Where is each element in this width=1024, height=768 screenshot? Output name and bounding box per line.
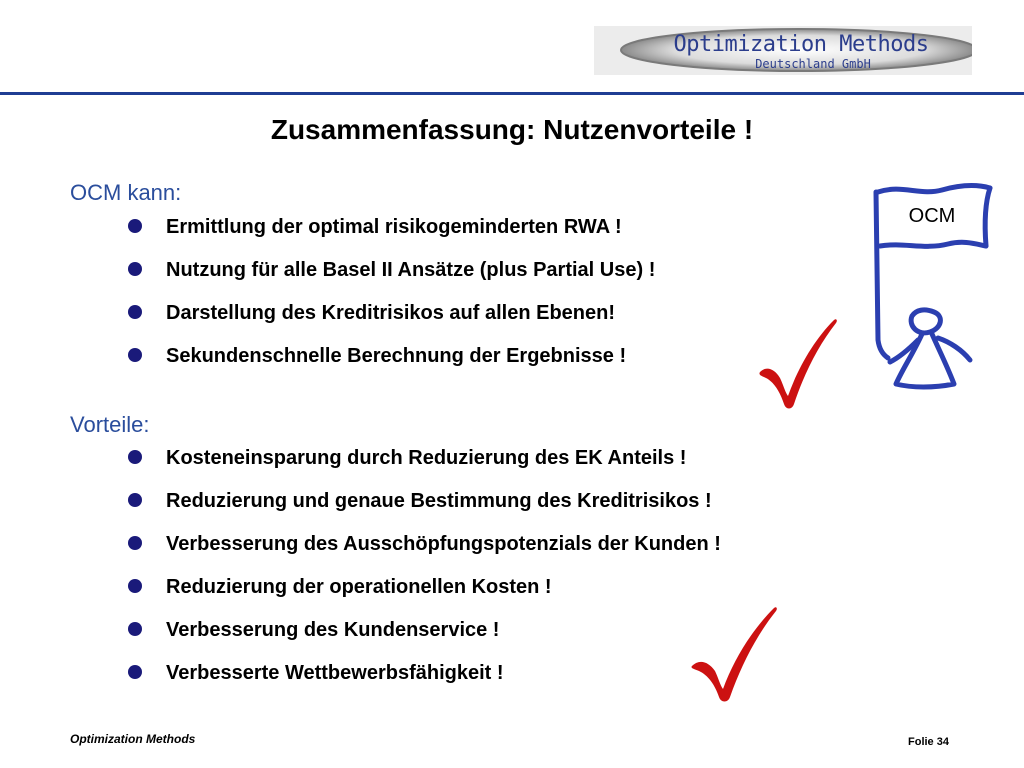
- checkmark-icon: [684, 600, 784, 704]
- list-item-text: Nutzung für alle Basel II Ansätze (plus Partial Use) !: [166, 259, 656, 281]
- vorteile-heading: Vorteile:: [70, 412, 150, 437]
- bullet-dot-icon: [128, 493, 142, 507]
- bullet-dot-icon: [128, 450, 142, 464]
- bullet-dot-icon: [128, 622, 142, 636]
- bullet-dot-icon: [128, 305, 142, 319]
- list-item-text: Sekundenschnelle Berechnung der Ergebnisse !: [166, 345, 627, 367]
- list-item-text: Verbesserung des Kundenservice !: [166, 619, 500, 641]
- bullet-dot-icon: [128, 262, 142, 276]
- flag-label: OCM: [908, 205, 956, 227]
- logo-title: Optimization Methods: [673, 32, 929, 57]
- header-rule: [0, 92, 1024, 95]
- flag-mascot-icon: [872, 180, 1002, 400]
- list-item-text: Kosteneinsparung durch Reduzierung des EK Anteils !: [166, 447, 687, 469]
- list-item-text: Darstellung des Kreditrisikos auf allen Ebenen!: [166, 302, 616, 324]
- logo-subtitle: Deutschland GmbH: [755, 57, 871, 71]
- slide-title: Zusammenfassung: Nutzenvorteile !: [270, 114, 754, 145]
- list-item-text: Verbesserung des Ausschöpfungspotenzials der Kunden !: [166, 533, 721, 555]
- bullet-dot-icon: [128, 665, 142, 679]
- bullet-dot-icon: [128, 219, 142, 233]
- footer-slide-number: Folie 34: [908, 736, 949, 748]
- company-logo: [594, 26, 972, 75]
- checkmark-icon: [752, 312, 842, 412]
- list-item-text: Verbesserte Wettbewerbsfähigkeit !: [166, 662, 504, 684]
- bullet-dot-icon: [128, 348, 142, 362]
- bullet-dot-icon: [128, 579, 142, 593]
- list-item-text: Reduzierung und genaue Bestimmung des Kreditrisikos !: [166, 490, 712, 512]
- ocm-heading: OCM kann:: [70, 180, 182, 205]
- bullet-dot-icon: [128, 536, 142, 550]
- list-item-text: Ermittlung der optimal risikogeminderten RWA !: [166, 216, 622, 238]
- footer-company: Optimization Methods: [70, 732, 196, 746]
- list-item-text: Reduzierung der operationellen Kosten !: [166, 576, 552, 598]
